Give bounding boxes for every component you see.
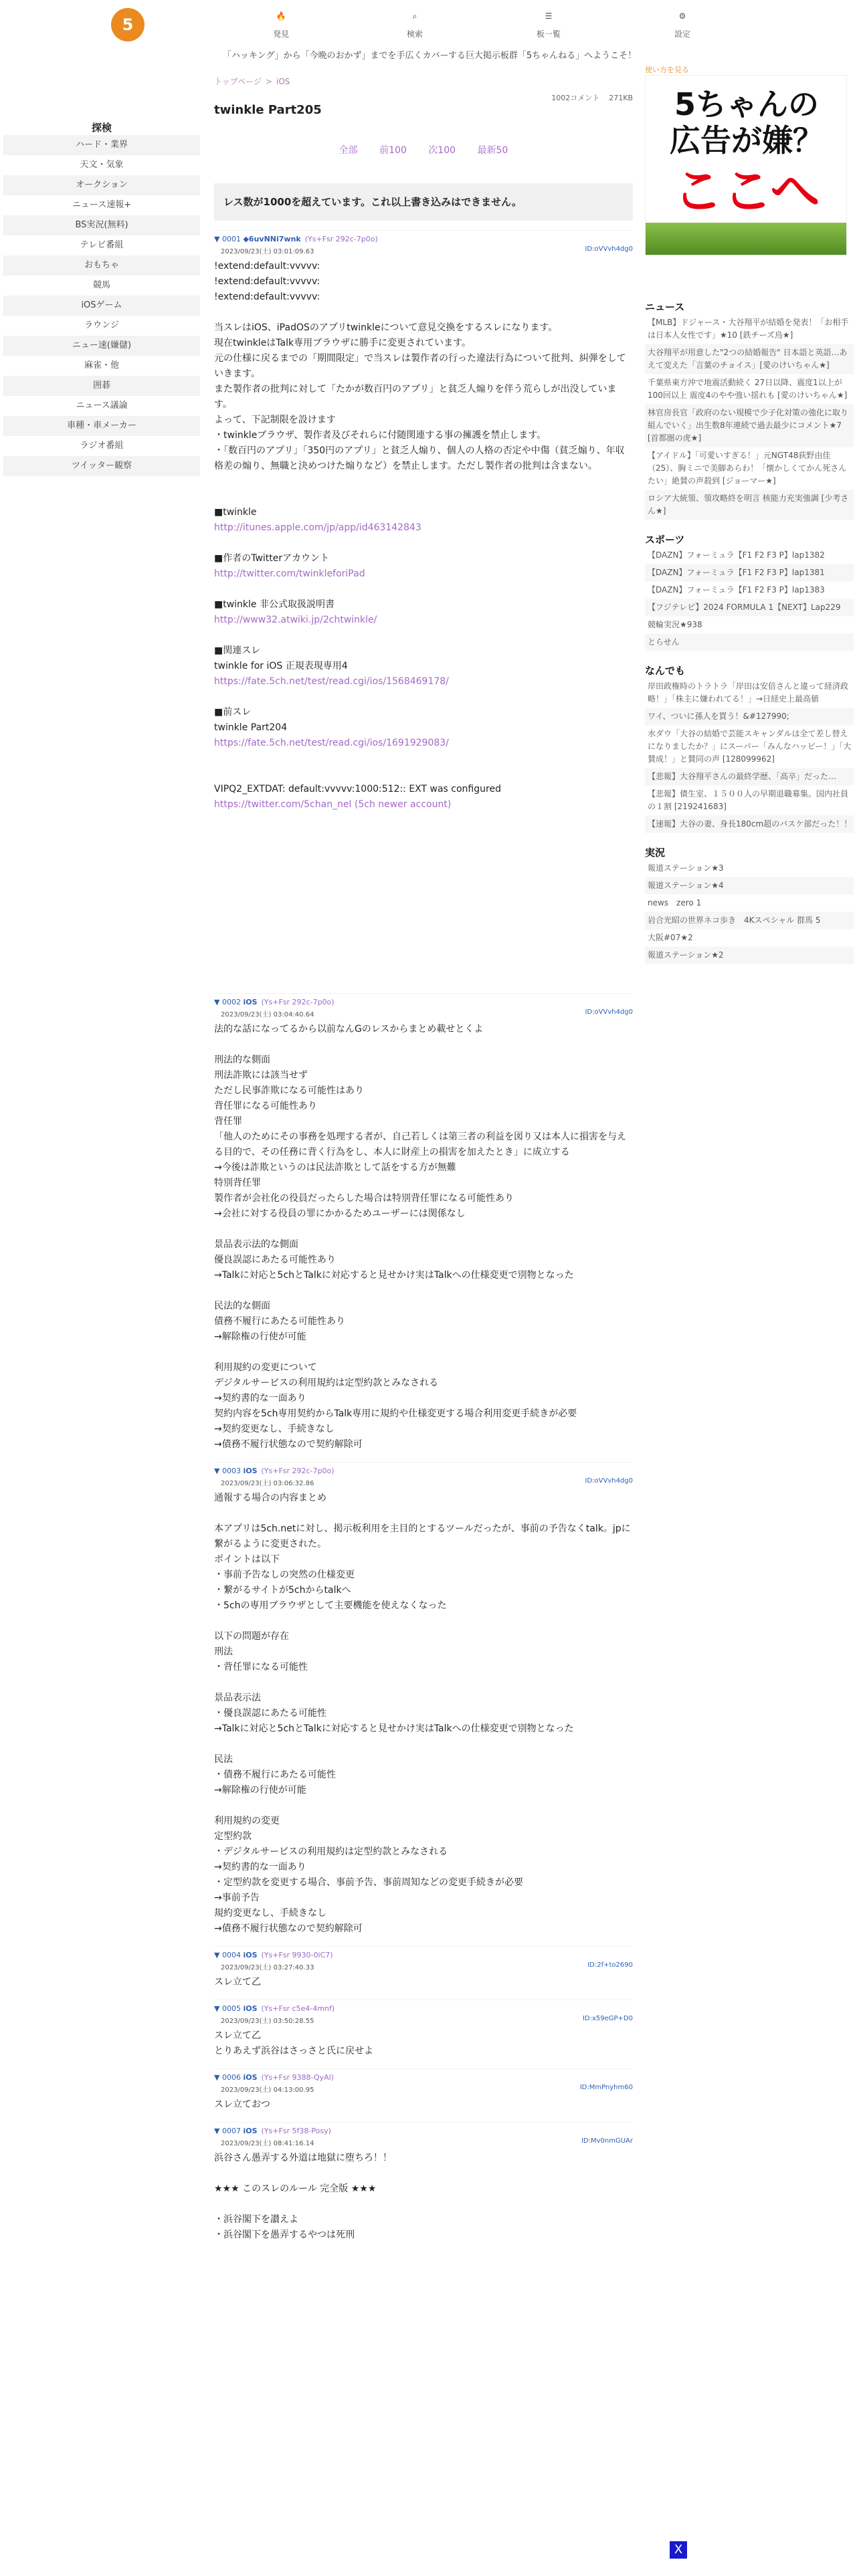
- post-line: →契約変更なし、手続きなし: [214, 1424, 335, 1434]
- ad-grass-image: [646, 223, 847, 255]
- post-line: とりあえず浜谷はさっさと氏に戻せよ: [214, 2046, 373, 2056]
- post-name: iOS: [243, 2127, 258, 2135]
- site-logo[interactable]: 5: [111, 8, 145, 41]
- post-line: 背任罪: [214, 1116, 242, 1127]
- category-item[interactable]: ニュース速報+: [72, 200, 132, 210]
- post-id[interactable]: ID:2f+to2690: [587, 1961, 633, 1969]
- category-item[interactable]: 天文・気象: [80, 160, 124, 170]
- category-item[interactable]: 車種・車メーカー: [3, 416, 200, 436]
- post-line: ■twinkle: [214, 507, 257, 518]
- post-line: スレ立て乙: [214, 1977, 261, 1988]
- post-line: 特別背任罪: [214, 1178, 261, 1188]
- post: [214, 2068, 633, 2113]
- post: [214, 2122, 633, 2243]
- post-link[interactable]: https://fate.5ch.net/test/read.cgi/ios/1691929083/: [214, 738, 449, 748]
- post-line: ・twinkleブラウザ、製作者及びそれらに付随関連する事の擁護を禁止します。: [214, 430, 547, 441]
- post-line: デジタルサービスの利用規約は定型約款とみなされる: [214, 1378, 439, 1388]
- post-line: 以下の問題が存在: [214, 1631, 289, 1642]
- pager-prev100[interactable]: 前100: [379, 145, 407, 156]
- post-line: [214, 490, 633, 505]
- post-number[interactable]: 0005: [221, 2004, 241, 2013]
- post-link[interactable]: http://twitter.com/twinkleforiPad: [214, 568, 365, 579]
- post-trip: (Ys+Fsr c5e4-4mnf): [261, 2004, 335, 2013]
- category-item[interactable]: ニュース議論: [76, 401, 128, 411]
- post-line: [214, 474, 633, 490]
- post-line: 法的な話になってるから以前なんGのレスからまとめ載せとくよ: [214, 1024, 484, 1035]
- post: [214, 2000, 633, 2059]
- post-trip: (Ys+Fsr 5f38-Posy): [261, 2127, 331, 2135]
- section-title: スポーツ: [645, 534, 685, 546]
- post-body: [214, 1975, 633, 1990]
- site-tagline: 「ハッキング」から「今晩のおかず」までを手広くカバーする巨大掲示板群「5ちゃんねる」へようこそ！: [222, 51, 637, 61]
- post: [214, 1462, 633, 1937]
- nav-label: 検索: [406, 29, 423, 39]
- category-item[interactable]: BS実況(無料): [3, 215, 200, 235]
- post-line: !extend:default:vvvvv:: [214, 261, 320, 272]
- news-item[interactable]: 【速報】大谷の妻、身長180cm超のバスケ部だった！！: [645, 816, 854, 833]
- ad-line-3: ここへ: [673, 163, 820, 220]
- post-name: iOS: [243, 1951, 258, 1959]
- breadcrumb: [214, 74, 633, 90]
- post-line: →契約書的な一面あり: [214, 1862, 306, 1872]
- post-line: →会社に対する役員の罪にかかるためユーザーには関係なし: [214, 1208, 466, 1219]
- nav-item-1[interactable]: [348, 9, 482, 39]
- post-header: [214, 2127, 633, 2137]
- post-line: →解除権の行使が可能: [214, 1331, 306, 1342]
- news-item[interactable]: ロシア大統領、領攻略終を明言 核能力充実強調 [少考さん★]: [645, 490, 854, 520]
- post-header: [214, 1467, 633, 1477]
- category-item[interactable]: ツイッター観察: [3, 456, 200, 476]
- post-id[interactable]: ID:Mv0nmGUAr: [581, 2137, 633, 2145]
- post-line: 現在twinkleはTalk専用ブラウザに勝手に変更されています。: [214, 338, 472, 348]
- post-line: 「他人のためにその事務を処理する者が、自己若しくは第三者の利益を図り又は本人に損害を与える目的で、その任務に背く行為をし、本人に財産上の損害を加えたとき」に成立する: [214, 1132, 626, 1158]
- post-name: iOS: [243, 1467, 258, 1475]
- category-item[interactable]: ニュー速(嫌儲): [3, 336, 200, 356]
- nav-item-0[interactable]: [214, 9, 348, 39]
- post-header: [214, 2004, 633, 2015]
- post-line: ・5chの専用ブラウザとして主要機能を使えなくなった: [214, 1600, 447, 1611]
- post-line: →Talkに対応と5chとTalkに対応すると見せかけ実はTalkへの仕様変更で別物となった: [214, 1270, 574, 1281]
- category-item[interactable]: ラウンジ: [84, 320, 119, 330]
- post-line: ・債務不履行にあたる可能性: [214, 1769, 336, 1780]
- category-item[interactable]: テレビ番組: [80, 240, 124, 250]
- section-title: なんでも: [645, 665, 686, 677]
- ad-banner[interactable]: [645, 75, 847, 255]
- thread-size: 271KB: [609, 94, 633, 102]
- post-name: ◆6uvNNi7wnk: [243, 235, 301, 243]
- news-item[interactable]: 林官房長官「政府のない規模で少子化対策の強化に取り組んでいく」出生数8年連続で過去最少にコメント★7 [首都圏の虎★]: [645, 405, 854, 447]
- post-line: [214, 582, 633, 597]
- ad-line-2: 広告が嫌？: [670, 122, 824, 158]
- news-item[interactable]: 報道ステーション★3: [645, 860, 854, 877]
- post-line: 規約変更なし、手続きなし: [214, 1908, 326, 1919]
- post-line: 民法: [214, 1754, 233, 1765]
- post-date: 2023/09/23(土) 03:06:32.86: [221, 1480, 314, 1487]
- post-body: [214, 2097, 633, 2113]
- news-item[interactable]: 大阪#07★2: [645, 930, 854, 947]
- news-item[interactable]: 報道ステーション★4: [645, 877, 854, 895]
- category-item[interactable]: ラジオ番組: [80, 441, 124, 451]
- post-line: VIPQ2_EXTDAT: default:vvvvv:1000:512:: EXT was configured: [214, 784, 501, 794]
- post-line: 契約内容を5ch専用契約からTalk専用に規約や仕様変更する場合利用変更手続きが必要: [214, 1408, 577, 1419]
- news-item[interactable]: ワイ、ついに孫人を買う！&#127990;: [645, 708, 854, 726]
- collapse-icon[interactable]: ▼: [214, 235, 222, 243]
- post-line: ・優良誤認にあたる可能性: [214, 1708, 326, 1719]
- post-line: 製作者が会社化の役員だったらした場合は特別背任罪になる可能性あり: [214, 1193, 514, 1204]
- post-body: [214, 2151, 633, 2243]
- post-date: 2023/09/23(土) 04:13:00.95: [221, 2086, 314, 2094]
- post-name: iOS: [243, 998, 258, 1006]
- post-date: 2023/09/23(土) 03:01:09.63: [221, 248, 314, 255]
- post-date: 2023/09/23(土) 08:41:16.14: [221, 2140, 314, 2147]
- post-number[interactable]: 0003: [221, 1467, 241, 1475]
- post-line: 背任罪になる可能性あり: [214, 1101, 317, 1111]
- post-id[interactable]: ID:oVVvh4dg0: [585, 1477, 633, 1485]
- post-line: 当スレはiOS、iPadOSのアプリtwinkleについて意見交換をするスレになります。: [214, 322, 558, 333]
- category-item[interactable]: ハード・業界: [3, 135, 200, 155]
- close-ad-button[interactable]: X: [670, 2541, 687, 2559]
- breadcrumb-board[interactable]: iOS: [276, 77, 290, 86]
- post-line: 本アプリは5ch.netに対し、掲示板利用を主目的とするツールだったが、事前の予告なくtalk。jpに繋がるように変更された。: [214, 1523, 631, 1549]
- post-number[interactable]: 0001: [221, 235, 241, 243]
- section-list: [645, 678, 854, 833]
- post-line: 利用規約の変更について: [214, 1362, 317, 1373]
- category-item[interactable]: iOSゲーム: [3, 296, 200, 316]
- news-item[interactable]: 【フジテレビ】2024 FORMULA 1【NEXT】Lap229: [645, 599, 854, 617]
- post-header: [214, 235, 633, 245]
- section-title: ニュース: [645, 301, 685, 313]
- section-list: [645, 547, 854, 651]
- post: [214, 230, 633, 813]
- post-line: [214, 1737, 633, 1752]
- post-line: →事前予告: [214, 1893, 260, 1903]
- post-line: 定型約款: [214, 1831, 252, 1842]
- post-link[interactable]: https://fate.5ch.net/test/read.cgi/ios/1568469178/: [214, 676, 449, 687]
- post-line: →債務不履行状態なので契約解除可: [214, 1439, 363, 1450]
- post-line: !extend:default:vvvvv:: [214, 292, 320, 302]
- post-line: 景品表示法的な側面: [214, 1239, 298, 1250]
- category-list: [3, 135, 200, 476]
- collapse-icon[interactable]: ▼: [214, 1467, 222, 1475]
- post-line: twinkle Part204: [214, 722, 288, 733]
- section-list: [645, 314, 854, 520]
- left-sidebar: [0, 102, 203, 2509]
- post-line: →解除権の行使が可能: [214, 1785, 306, 1796]
- post-line: [214, 1798, 633, 1814]
- post-line: よって、下記制限を設けます: [214, 415, 336, 425]
- post-line: 刑法: [214, 1646, 233, 1657]
- list-icon: ☰: [545, 11, 553, 21]
- post-number[interactable]: 0007: [221, 2127, 241, 2135]
- post-line: また製作者の批判に対して「たかが数百円のアプリ」と貧乏人煽りを伴う荒らしが出没しています。: [214, 384, 617, 410]
- post-id[interactable]: ID:oVVvh4dg0: [585, 245, 633, 253]
- post-line: 浜谷さん愚弄する外道は地獄に堕ちろ！！: [214, 2153, 392, 2163]
- category-item[interactable]: 競馬: [92, 280, 110, 290]
- post-header: [214, 2073, 633, 2084]
- category-item[interactable]: オークション: [3, 175, 200, 195]
- nav-item-2[interactable]: [482, 9, 615, 39]
- news-item[interactable]: 競輪実況★938: [645, 617, 854, 634]
- post-trip: (Ys+Fsr 292c-7p0o): [261, 998, 335, 1006]
- collapse-icon[interactable]: ▼: [214, 2004, 222, 2013]
- post-line: →債務不履行状態なので契約解除可: [214, 1923, 363, 1934]
- thread-full-notice: レス数が1000を超えています。これ以上書き込みはできません。: [214, 183, 633, 221]
- news-item[interactable]: 岩合光昭の世界ネコ歩き 4Kスペシャル 群馬 5: [645, 912, 854, 930]
- post-list: [214, 230, 633, 2243]
- post-line: 通報する場合の内容まとめ: [214, 1493, 326, 1503]
- news-item[interactable]: 岸田政権時のトラトラ「岸田は安倍さんと違って経済政略！」「株主に嫌われてる！」→日経史上最高値: [645, 678, 854, 708]
- post-link[interactable]: https://twitter.com/5chan_nel (5ch newer account): [214, 799, 452, 810]
- post-body: [214, 2028, 633, 2059]
- post-line: [214, 1222, 633, 1237]
- news-item[interactable]: 千葉県東方沖で地震活動続く 27日以降、震度1以上が100回以上 震度4のやや強い揺れも [愛のけいちゃん★]: [645, 374, 854, 405]
- post-date: 2023/09/23(土) 03:04:40.64: [221, 1011, 314, 1018]
- gear-icon: ⚙: [678, 11, 686, 21]
- breadcrumb-sep: >: [265, 77, 272, 86]
- top-nav: [214, 9, 749, 39]
- category-item[interactable]: 囲碁: [3, 376, 200, 396]
- post-line: twinkle for iOS 正規表現専用4: [214, 661, 348, 671]
- post-body: [214, 1491, 633, 1937]
- post-line: ■前スレ: [214, 707, 252, 718]
- nav-item-3[interactable]: [615, 9, 749, 39]
- search-icon: ⌕: [412, 11, 417, 21]
- post-line: スレ立ておつ: [214, 2099, 270, 2110]
- post-line: [214, 1506, 633, 1521]
- post-trip: (Ys+Fsr 292c-7p0o): [304, 235, 378, 243]
- news-item[interactable]: 【MLB】ドジャース・大谷翔平が結婚を発表！「お相手は日本人女性です」★10 [鉄チーズ烏★]: [645, 314, 854, 344]
- post-line: [214, 1037, 633, 1053]
- post-line: [214, 305, 633, 320]
- post-number[interactable]: 0004: [221, 1951, 241, 1959]
- post-number[interactable]: 0006: [221, 2073, 241, 2082]
- post-date: 2023/09/23(土) 03:50:28.55: [221, 2018, 314, 2025]
- post-line: 刑法的な側面: [214, 1055, 270, 1065]
- post-line: ■関連スレ: [214, 645, 261, 656]
- post-header: [214, 998, 633, 1008]
- news-item[interactable]: 【アイドル】「可愛いすぎる！」元NGT48荻野由佳（25）、胸ミニで美脚あらわ！「懐かしくてかん死さんたい」絶賛の声殺到 [ジョーマー★]: [645, 447, 854, 490]
- post-line: [214, 751, 633, 766]
- post-line: [214, 1345, 633, 1360]
- post-line: ・浜谷閣下を愚弄するやつは死刑: [214, 2230, 355, 2240]
- post-id[interactable]: ID:MmPnyhm60: [579, 2084, 633, 2091]
- post-line: [214, 536, 633, 551]
- comment-count: 1002コメント: [551, 94, 600, 102]
- post-line: ■作者のTwitterアカウント: [214, 553, 330, 564]
- post-id[interactable]: ID:oVVvh4dg0: [585, 1008, 633, 1016]
- news-item[interactable]: 【悲報】債生室、１５００人の早期退職募集。国内社員の１割 [219241683]: [645, 786, 854, 816]
- post-line: [214, 1675, 633, 1691]
- post-header: [214, 1951, 633, 1961]
- fire-icon: 🔥: [276, 11, 286, 21]
- post-line: ポイントは以下: [214, 1554, 280, 1565]
- post-line: ただし民事詐欺になる可能性はあり: [214, 1085, 364, 1096]
- post-line: ・浜谷閣下を讃えよ: [214, 2214, 298, 2225]
- collapse-icon[interactable]: ▼: [214, 2073, 222, 2082]
- collapse-icon[interactable]: ▼: [214, 1951, 222, 1959]
- post-link[interactable]: http://itunes.apple.com/jp/app/id463142843: [214, 522, 421, 533]
- site-header: [0, 0, 859, 66]
- post-line: ・デジタルサービスの利用規約は定型約款とみなされる: [214, 1846, 448, 1857]
- thread-main: [214, 74, 633, 2243]
- post-line: 利用規約の変更: [214, 1816, 280, 1826]
- news-item[interactable]: 大谷翔平が用意した"2つの結婚報告" 日本語と英語…あえて変えた「言葉のチョイス」[愛のけいちゃん★]: [645, 344, 854, 374]
- post-line: 刑法詐欺には該当せず: [214, 1070, 308, 1081]
- post-line: スレ立て乙: [214, 2030, 261, 2041]
- news-sections: [645, 300, 854, 964]
- collapse-icon[interactable]: ▼: [214, 998, 222, 1006]
- breadcrumb-top[interactable]: トップページ: [214, 77, 262, 86]
- post-date: 2023/09/23(土) 03:27:40.33: [221, 1964, 314, 1971]
- post-line: 債務不履行にあたる可能性あり: [214, 1316, 345, 1327]
- post-line: ★★★ このスレのルール 完全版 ★★★: [214, 2183, 377, 2194]
- pager-latest50[interactable]: 最新50: [477, 145, 508, 156]
- post-line: ・事前予告なしの突然の仕様変更: [214, 1570, 355, 1580]
- news-item[interactable]: news zero 1: [645, 895, 854, 912]
- post-body: [214, 259, 633, 813]
- post-trip: (Ys+Fsr 292c-7p0o): [261, 1467, 335, 1475]
- news-item[interactable]: 【DAZN】フォーミュラ【F1 F2 F3 P】lap1382: [645, 547, 854, 564]
- nav-label: 発見: [272, 29, 289, 39]
- post-trip: (Ys+Fsr 9388-QyAl): [261, 2073, 334, 2082]
- category-item[interactable]: 麻雀・他: [84, 360, 119, 370]
- news-item[interactable]: 【悲報】大谷翔平さんの最終学歴、「高卒」だった…: [645, 768, 854, 786]
- pager-next100[interactable]: 次100: [428, 145, 456, 156]
- nav-label: 設定: [674, 29, 690, 39]
- post-line: !extend:default:vvvvv:: [214, 276, 320, 287]
- post: [214, 993, 633, 1453]
- section-list: [645, 860, 854, 964]
- post-line: →契約書的な一面あり: [214, 1393, 306, 1404]
- post-line: ・繋がるサイトが5chからtalkへ: [214, 1585, 351, 1596]
- post-line: [214, 689, 633, 705]
- post-line: 景品表示法: [214, 1693, 261, 1703]
- post-link[interactable]: http://www32.atwiki.jp/2chtwinkle/: [214, 615, 377, 625]
- post-line: [214, 2197, 633, 2212]
- post-line: ・「数百円のアプリ」「350円のアプリ」と貧乏人煽り、個人の人格の否定や中傷（貧乏煽り、年収格差の煽り、無職と決めつけた煽りなど）を禁止します。ただし製作者の批判は含まない。: [214, 445, 625, 471]
- post-line: →Talkに対応と5chとTalkに対応すると見せかけ実はTalkへの仕様変更で別物となった: [214, 1723, 574, 1734]
- news-item[interactable]: 【DAZN】フォーミュラ【F1 F2 F3 P】lap1383: [645, 582, 854, 599]
- thread-title: twinkle Part205: [214, 103, 322, 117]
- post-line: ・定型約款を変更する場合、事前予告、事前周知などの変更手続きが必要: [214, 1877, 523, 1888]
- post-number[interactable]: 0002: [221, 998, 241, 1006]
- sidebar-title: 探検: [91, 122, 112, 134]
- post-line: [214, 766, 633, 782]
- pager-all[interactable]: 全部: [339, 145, 358, 156]
- news-item[interactable]: 【DAZN】フォーミュラ【F1 F2 F3 P】lap1381: [645, 564, 854, 582]
- post-line: [214, 628, 633, 643]
- category-item[interactable]: おもちゃ: [3, 255, 200, 276]
- post-trip: (Ys+Fsr 9930-0iC7): [261, 1951, 333, 1959]
- nav-label: 板一覧: [536, 29, 561, 39]
- ad-line-1: 5ちゃんの: [674, 86, 819, 122]
- right-sidebar: [645, 64, 854, 964]
- post-name: iOS: [243, 2073, 258, 2082]
- post-line: [214, 2166, 633, 2181]
- post: [214, 1946, 633, 1990]
- news-item[interactable]: 報道ステーション★2: [645, 947, 854, 964]
- post-line: ・背任罪になる可能性: [214, 1662, 308, 1673]
- post-line: 民法的な側面: [214, 1301, 270, 1311]
- collapse-icon[interactable]: ▼: [214, 2127, 222, 2135]
- post-line: [214, 1614, 633, 1629]
- post-line: →今後は詐欺というのは民法詐欺として話をする方が無難: [214, 1162, 456, 1173]
- post-line: 元の仕様に戻るまでの「期間限定」で当スレは製作者の行った違法行為について批判、糾弾をしていきます。: [214, 353, 626, 379]
- post-id[interactable]: ID:x59eGP+D0: [582, 2015, 633, 2022]
- section-title: 実況: [645, 847, 666, 859]
- ad-label[interactable]: 使い方を見る: [645, 66, 689, 74]
- post-name: iOS: [243, 2004, 258, 2013]
- pager: [214, 143, 633, 156]
- post-line: [214, 1283, 633, 1299]
- post-line: 優良誤認にあたる可能性あり: [214, 1255, 336, 1265]
- news-item[interactable]: 水ダウ「大谷の結婚で芸能スキャンダルは全て差し替えになりましたか？」にスーパー「みんなハッピー！」「大賛成！」と賛同の声 [128099962]: [645, 726, 854, 768]
- news-item[interactable]: とらせん: [645, 634, 854, 651]
- post-body: [214, 1022, 633, 1453]
- post-line: ■twinkle 非公式取扱説明書: [214, 599, 335, 610]
- thread-meta: [542, 92, 633, 103]
